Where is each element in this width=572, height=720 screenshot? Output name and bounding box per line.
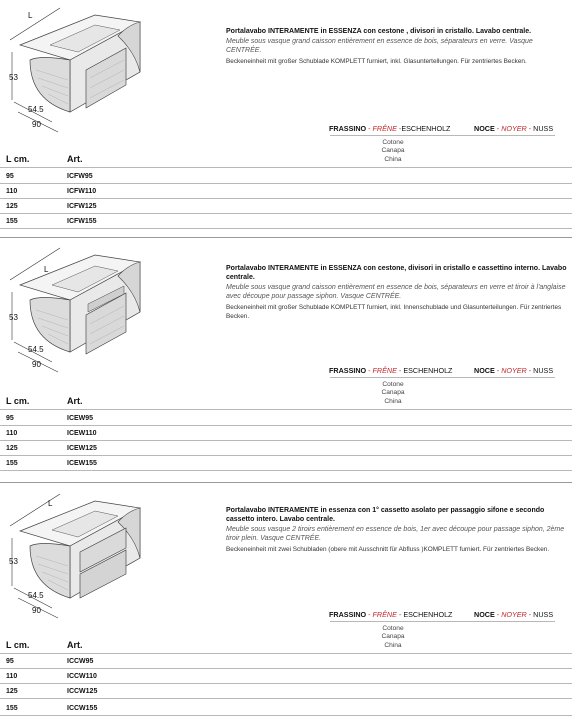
- column-header-art: Art.: [67, 154, 83, 164]
- svg-text:53: 53: [9, 313, 18, 322]
- product-section-1: L 53 54.5 90 Portalavabo INTERAMENTE in ESSENZA con cestone , divisori in cristallo. Lavabo centrale. Meuble sous vasque grand caisson entièrement en essence de bois, séparateurs en verre. Vasque CENTRÉE. Beckeneinheit mit großer Schublade KOMPLETT furniert, inkl. Glasuntertellungen. Für zentriertes Becken. FRASSINO - FRÊNE -ESCHENHOLZ NOCE - NOYER - NUSS Cotone Canapa China L cm. Art. 95 ICFW95 110 ICFW110 125 ICFW125 155 ICFW155: [0, 0, 572, 245]
- frassino-header: FRASSINO - FRÊNE - ESCHENHOLZ: [329, 366, 453, 375]
- noce-header: NOCE - NOYER - NUSS: [474, 366, 554, 375]
- dim-depth2-label: 90: [32, 120, 41, 129]
- cabinet-drawing-1: [0, 0, 225, 135]
- svg-text:90: 90: [32, 606, 41, 615]
- description-german: Beckeneinheit mit zwei Schubladen (obere mit Ausschnitt für Abfluss )KOMPLETT furniert. Für zentriertes Becken.: [226, 546, 550, 553]
- dim-depth-label: 54.5: [28, 105, 44, 114]
- description-block: [226, 506, 570, 554]
- cabinet-drawing-3: [0, 486, 225, 621]
- frassino-header: FRASSINO - FRÊNE - ESCHENHOLZ: [329, 610, 453, 619]
- description-german: Beckeneinheit mit großer Schublade KOMPLETT furniert, inkl. Glasuntertellungen. Für zentriertes Becken.: [226, 58, 527, 65]
- svg-text:L: L: [48, 499, 53, 508]
- noce-header: NOCE - NOYER - NUSS: [474, 124, 554, 133]
- column-header-l: L cm.: [6, 396, 30, 406]
- svg-text:L: L: [44, 265, 49, 274]
- description-italian: Portalavabo INTERAMENTE in ESSENZA con cestone , divisori in cristallo. Lavabo centrale.: [226, 28, 532, 35]
- finish-variants: Cotone Canapa China: [381, 625, 405, 649]
- dim-height-label: 53: [9, 73, 18, 82]
- description-french: Meuble sous vasque 2 tiroirs entièrement en essence de bois, 1er avec découpe pour passage siphon, 2ème tiroir plein. Vasque CENTRÉE.: [226, 526, 565, 542]
- description-block: [226, 27, 570, 66]
- svg-text:54.5: 54.5: [28, 591, 44, 600]
- svg-text:53: 53: [9, 557, 18, 566]
- description-french: Meuble sous vasque grand caisson entièrement en essence de bois, séparateurs en verre et tiroir à l'anglaise avec découpe pour passage siphon. Vasque CENTRÉE.: [226, 284, 566, 300]
- noce-header: NOCE - NOYER - NUSS: [474, 610, 554, 619]
- dim-width-label: L: [28, 11, 33, 20]
- svg-text:54.5: 54.5: [28, 345, 44, 354]
- description-italian: Portalavabo INTERAMENTE in essenza con 1° cassetto asolato per passaggio sifone e secondo cassetto intero. Lavabo centrale.: [226, 507, 545, 523]
- column-header-l: L cm.: [6, 640, 30, 650]
- finish-variants: Cotone Canapa China: [381, 381, 405, 405]
- description-german: Beckeneinheit mit großer Schublade KOMPLETT furniert, inkl. Innenschublade und Glasunterteilungen. Für zentriertes Becken.: [226, 304, 562, 320]
- product-section-3: L 53 54.5 90 Portalavabo INTERAMENTE in essenza con 1° cassetto asolato per passaggio sifone e secondo cassetto intero. Lavabo centrale. Meuble sous vasque 2 tiroirs entièrement en essence de bois, 1er avec découpe pour passage siphon, 2ème tiroir plein. Vasque CENTRÉE. Beckeneinheit mit zwei Schubladen (obere mit Ausschnitt für Abfluss )KOMPLETT furniert. Für zentriertes Becken. FRASSINO - FRÊNE - ESCHENHOLZ NOCE - NOYER - NUSS Cotone Canapa China L cm. Art. 95 ICCW95 110 ICCW110 125 ICCW125 155 ICCW155: [0, 486, 572, 720]
- finish-variants: Cotone Canapa China: [381, 139, 405, 163]
- description-french: Meuble sous vasque grand caisson entièrement en essence de bois, séparateurs en verre. Vasque CENTRÉE.: [226, 38, 533, 54]
- cabinet-drawing-2: [0, 240, 225, 375]
- description-block: [226, 264, 570, 321]
- frassino-header: FRASSINO - FRÊNE -ESCHENHOLZ: [329, 124, 451, 133]
- svg-text:90: 90: [32, 360, 41, 369]
- column-header-l: L cm.: [6, 154, 30, 164]
- column-header-art: Art.: [67, 396, 83, 406]
- column-header-art: Art.: [67, 640, 83, 650]
- description-italian: Portalavabo INTERAMENTE in ESSENZA con cestone, divisori in cristallo e cassettino interno. Lavabo centrale.: [226, 265, 567, 281]
- product-section-2: L 53 54.5 90 Portalavabo INTERAMENTE in ESSENZA con cestone, divisori in cristallo e cassettino interno. Lavabo centrale. Meuble sous vasque grand caisson entièrement en essence de bois, séparateurs en verre et tiroir à l'anglaise avec découpe pour passage siphon. Vasque CENTRÉE. Beckeneinheit mit großer Schublade KOMPLETT furniert, inkl. Innenschublade und Glasunterteilungen. Für zentriertes Becken. FRASSINO - FRÊNE - ESCHENHOLZ NOCE - NOYER - NUSS Cotone Canapa China L cm. Art. 95 ICEW95 110 ICEW110 125 ICEW125 155 ICEW155: [0, 240, 572, 485]
